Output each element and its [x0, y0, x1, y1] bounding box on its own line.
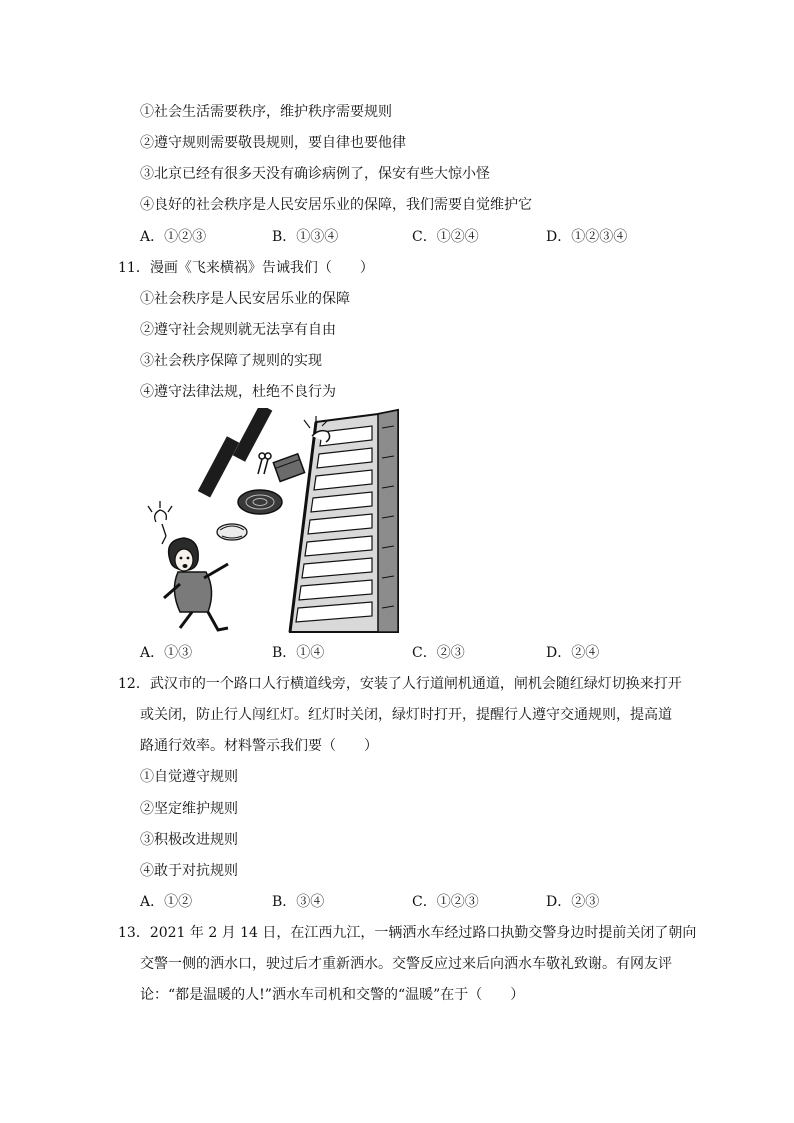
q10-item-1: ①社会生活需要秩序，维护秩序需要规则: [140, 104, 392, 120]
q11-option-d[interactable]: D．②④: [546, 645, 600, 661]
q10-option-c[interactable]: C．①②④: [412, 229, 479, 245]
q12-options: [140, 892, 680, 912]
q12-item-1: ①自觉遵守规则: [140, 769, 238, 785]
q12-item-4: ④敢于对抗规则: [140, 863, 238, 879]
trash-illustration: [217, 524, 247, 540]
cartoon-flying-objects: [140, 408, 402, 634]
scissors-illustration: [258, 453, 271, 474]
q11-option-b[interactable]: B．①④: [272, 645, 325, 661]
q13-stem-line-2: 交警一侧的洒水口，驶过后才重新洒水。交警反应过来后向洒水车敬礼致谢。有网友评: [140, 956, 672, 972]
q11-stem: 11．漫画《飞来横祸》告诫我们（ ）: [118, 260, 374, 276]
q12-item-3: ③积极改进规则: [140, 832, 238, 848]
q12-option-d[interactable]: D．②③: [546, 894, 600, 910]
q11-item-4: ④遵守法律法规，杜绝不良行为: [140, 384, 336, 400]
box-illustration: [273, 454, 304, 482]
q11-item-2: ②遵守社会规则就无法享有自由: [140, 322, 336, 338]
q10-item-2: ②遵守规则需要敬畏规则，要自律也要他律: [140, 135, 406, 151]
q11-option-a[interactable]: A．①③: [140, 645, 193, 661]
q12-option-b[interactable]: B．③④: [272, 894, 325, 910]
pan-illustration: [238, 490, 282, 514]
q10-option-d[interactable]: D．①②③④: [546, 229, 628, 245]
q11-item-3: ③社会秩序保障了规则的实现: [140, 353, 322, 369]
building-illustration: [290, 410, 398, 632]
q13-stem-line-1: 13．2021 年 2 月 14 日，在江西九江，一辆洒水车经过路口执勤交警身边时提前关闭了朝向: [118, 925, 697, 941]
woman-illustration: [164, 538, 228, 630]
q10-option-a[interactable]: A．①②③: [140, 229, 207, 245]
q11-item-1: ①社会秩序是人民安居乐业的保障: [140, 291, 350, 307]
q11-options: [140, 643, 680, 663]
q12-stem-line-2: 或关闭，防止行人闯红灯。红灯时关闭，绿灯时打开，提醒行人遵守交通规则，提高道: [140, 707, 672, 723]
q10-options: [140, 227, 680, 247]
q12-stem-line-3: 路通行效率。材料警示我们要（ ）: [140, 738, 378, 754]
q13-stem-line-3: 论：“都是温暖的人!”洒水车司机和交警的“温暖”在于（ ）: [140, 987, 525, 1003]
q12-item-2: ②坚定维护规则: [140, 801, 238, 817]
q10-item-3: ③北京已经有很多天没有确诊病例了，保安有些大惊小怪: [140, 166, 490, 182]
q12-option-c[interactable]: C．①②③: [412, 894, 479, 910]
q12-option-a[interactable]: A．①②: [140, 894, 193, 910]
q11-option-c[interactable]: C．②③: [412, 645, 465, 661]
q12-stem-line-1: 12．武汉市的一个路口人行横道线旁，安装了人行道闸机通道，闸机会随红绿灯切换来打开: [118, 676, 682, 692]
q10-item-4: ④良好的社会秩序是人民安居乐业的保障，我们需要自觉维护它: [140, 197, 532, 213]
q10-option-b[interactable]: B．①③④: [272, 229, 339, 245]
